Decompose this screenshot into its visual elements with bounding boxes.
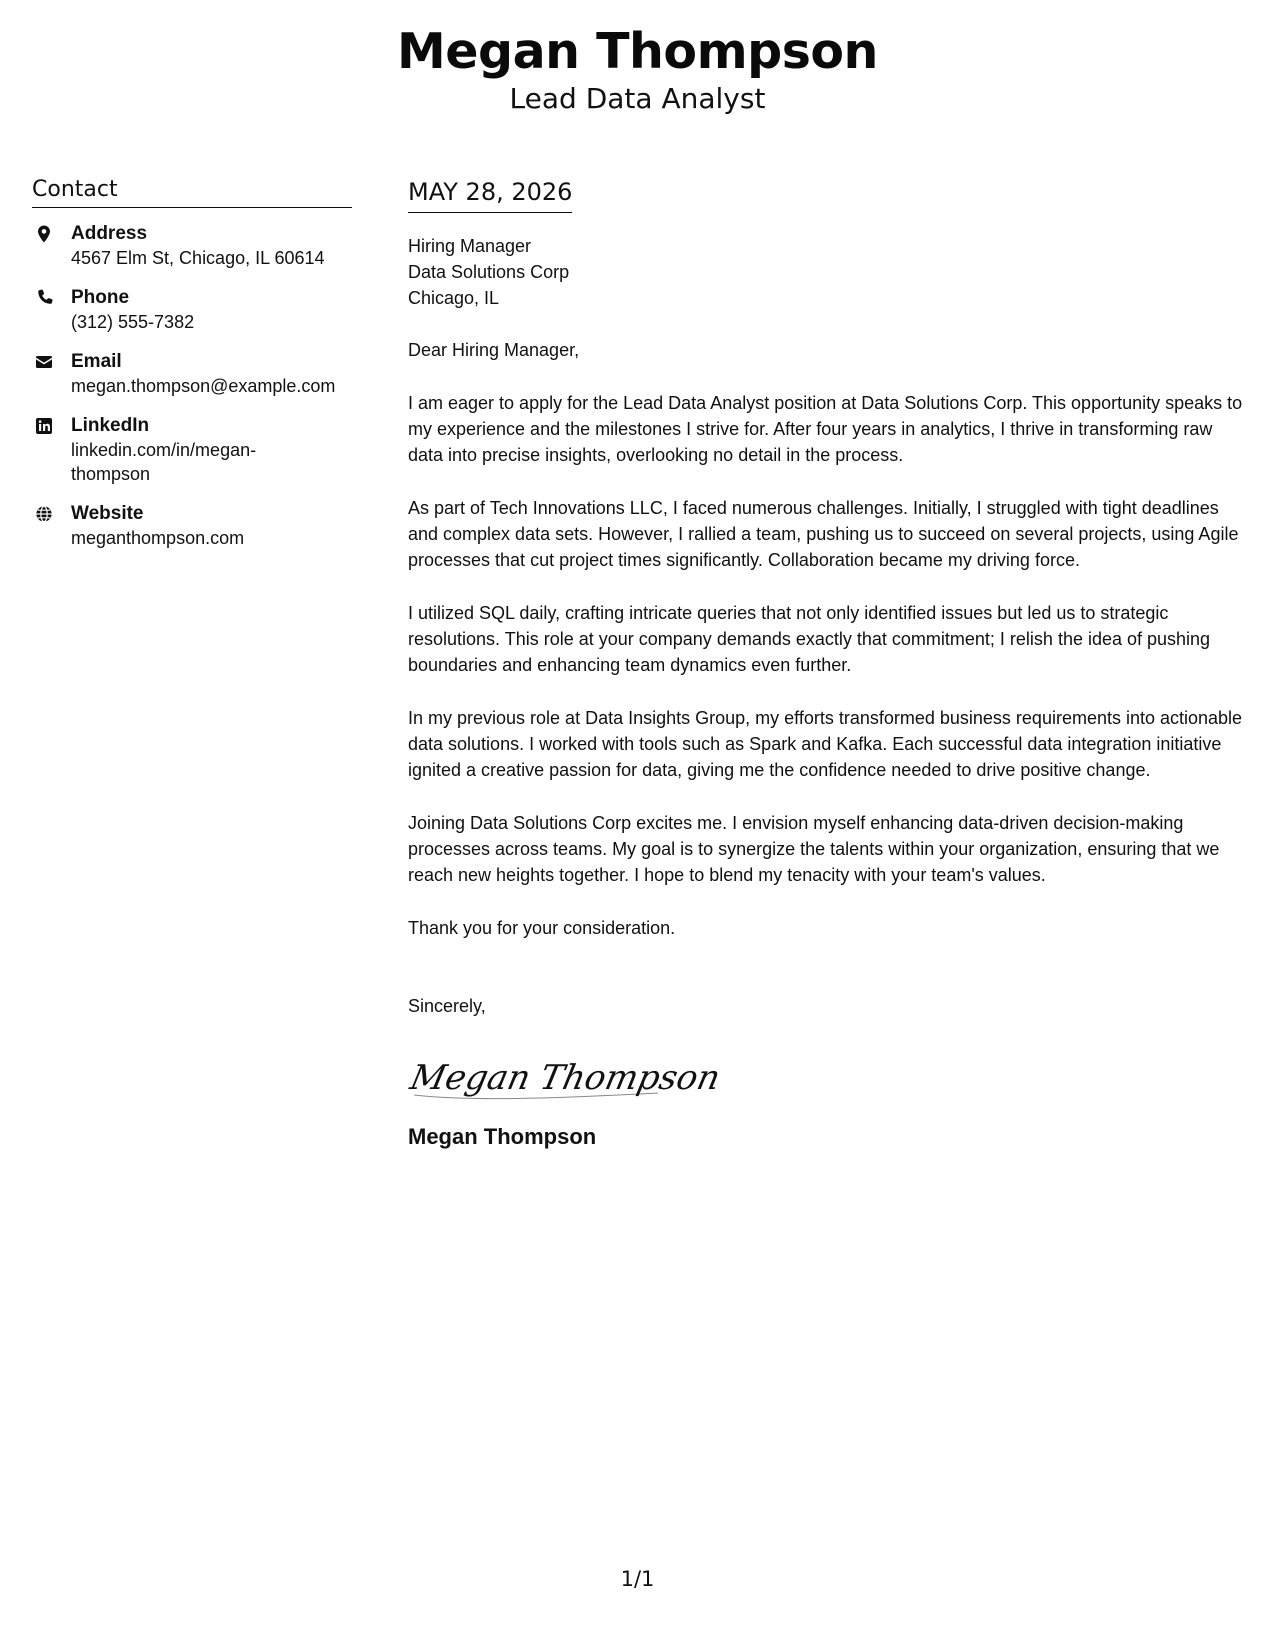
contact-item-address <box>32 222 352 270</box>
page-number: 1/1 <box>620 1567 655 1591</box>
letter-header <box>0 22 1275 116</box>
contact-sidebar <box>32 176 352 566</box>
contact-value-linkedin-line2: thompson <box>71 464 151 484</box>
letter-body <box>408 176 1248 1151</box>
linkedin-icon <box>34 416 54 436</box>
thanks-line: Thank you for your consideration. <box>408 918 676 938</box>
contact-item-linkedin <box>32 414 352 486</box>
body-paragraph: I utilized SQL daily, crafting intricate queries that not only identified issues but led us to strategic resolutions. This role at your company demands exactly that commitment; I relish the idea of pushing boundaries and enhancing team dynamics even further. <box>408 603 1211 675</box>
contact-value-linkedin <box>71 438 352 486</box>
globe-icon <box>34 504 54 524</box>
map-pin-icon <box>34 224 54 244</box>
contact-value-address: 4567 Elm St, Chicago, IL 60614 <box>71 248 325 268</box>
contact-value-linkedin-line1: linkedin.com/in/megan- <box>71 440 257 460</box>
contact-label-linkedin: LinkedIn <box>71 415 150 436</box>
contact-value-email: megan.thompson@example.com <box>71 376 336 396</box>
contact-label-phone: Phone <box>71 287 130 308</box>
body-paragraph: In my previous role at Data Insights Group, my efforts transformed business requirements into actionable data solutions. I worked with tools such as Spark and Kafka. Each successful data integration initiative ignited a creative passion for data, giving me the confidence needed to drive positive change. <box>408 708 1243 780</box>
contact-item-website <box>32 502 352 550</box>
contact-label-website: Website <box>71 503 144 524</box>
recipient-line: Chicago, IL <box>408 288 500 308</box>
contact-label-email: Email <box>71 351 122 372</box>
recipient-line: Data Solutions Corp <box>408 262 570 282</box>
signature-text: Megan Thompson <box>406 1058 724 1098</box>
contact-label-address: Address <box>71 223 148 244</box>
envelope-icon <box>34 352 54 372</box>
signed-name: Megan Thompson <box>408 1124 597 1149</box>
signature-image <box>408 1045 1248 1109</box>
letter-date: MAY 28, 2026 <box>408 176 572 213</box>
contact-heading: Contact <box>32 176 352 208</box>
body-paragraph: As part of Tech Innovations LLC, I faced numerous challenges. Initially, I struggled with tight deadlines and complex data sets. However, I rallied a team, pushing us to succeed on several projects, using Agile processes that cut project times significantly. Collaboration became my driving force. <box>408 498 1239 570</box>
contact-item-email <box>32 350 352 398</box>
phone-icon <box>34 288 54 308</box>
closing-line: Sincerely, <box>408 996 486 1016</box>
contact-item-phone <box>32 286 352 334</box>
signature-svg <box>406 1045 724 1109</box>
contact-value-website: meganthompson.com <box>71 528 245 548</box>
applicant-name: Megan Thompson <box>397 23 878 80</box>
applicant-title: Lead Data Analyst <box>509 82 766 115</box>
contact-value-phone: (312) 555-7382 <box>71 312 195 332</box>
salutation: Dear Hiring Manager, <box>408 340 580 360</box>
recipient-line: Hiring Manager <box>408 236 532 256</box>
body-paragraph: Joining Data Solutions Corp excites me. I envision myself enhancing data-driven decision-making processes across teams. My goal is to synergize the talents within your organization, ensuring that we reach new heights together. I hope to blend my tenacity with your team's values. <box>408 813 1220 885</box>
recipient-block <box>408 233 1248 311</box>
body-paragraph: I am eager to apply for the Lead Data Analyst position at Data Solutions Corp. This opportunity speaks to my experience and the milestones I strive for. After four years in analytics, I thrive in transforming raw data into precise insights, overlooking no detail in the process. <box>408 393 1243 465</box>
